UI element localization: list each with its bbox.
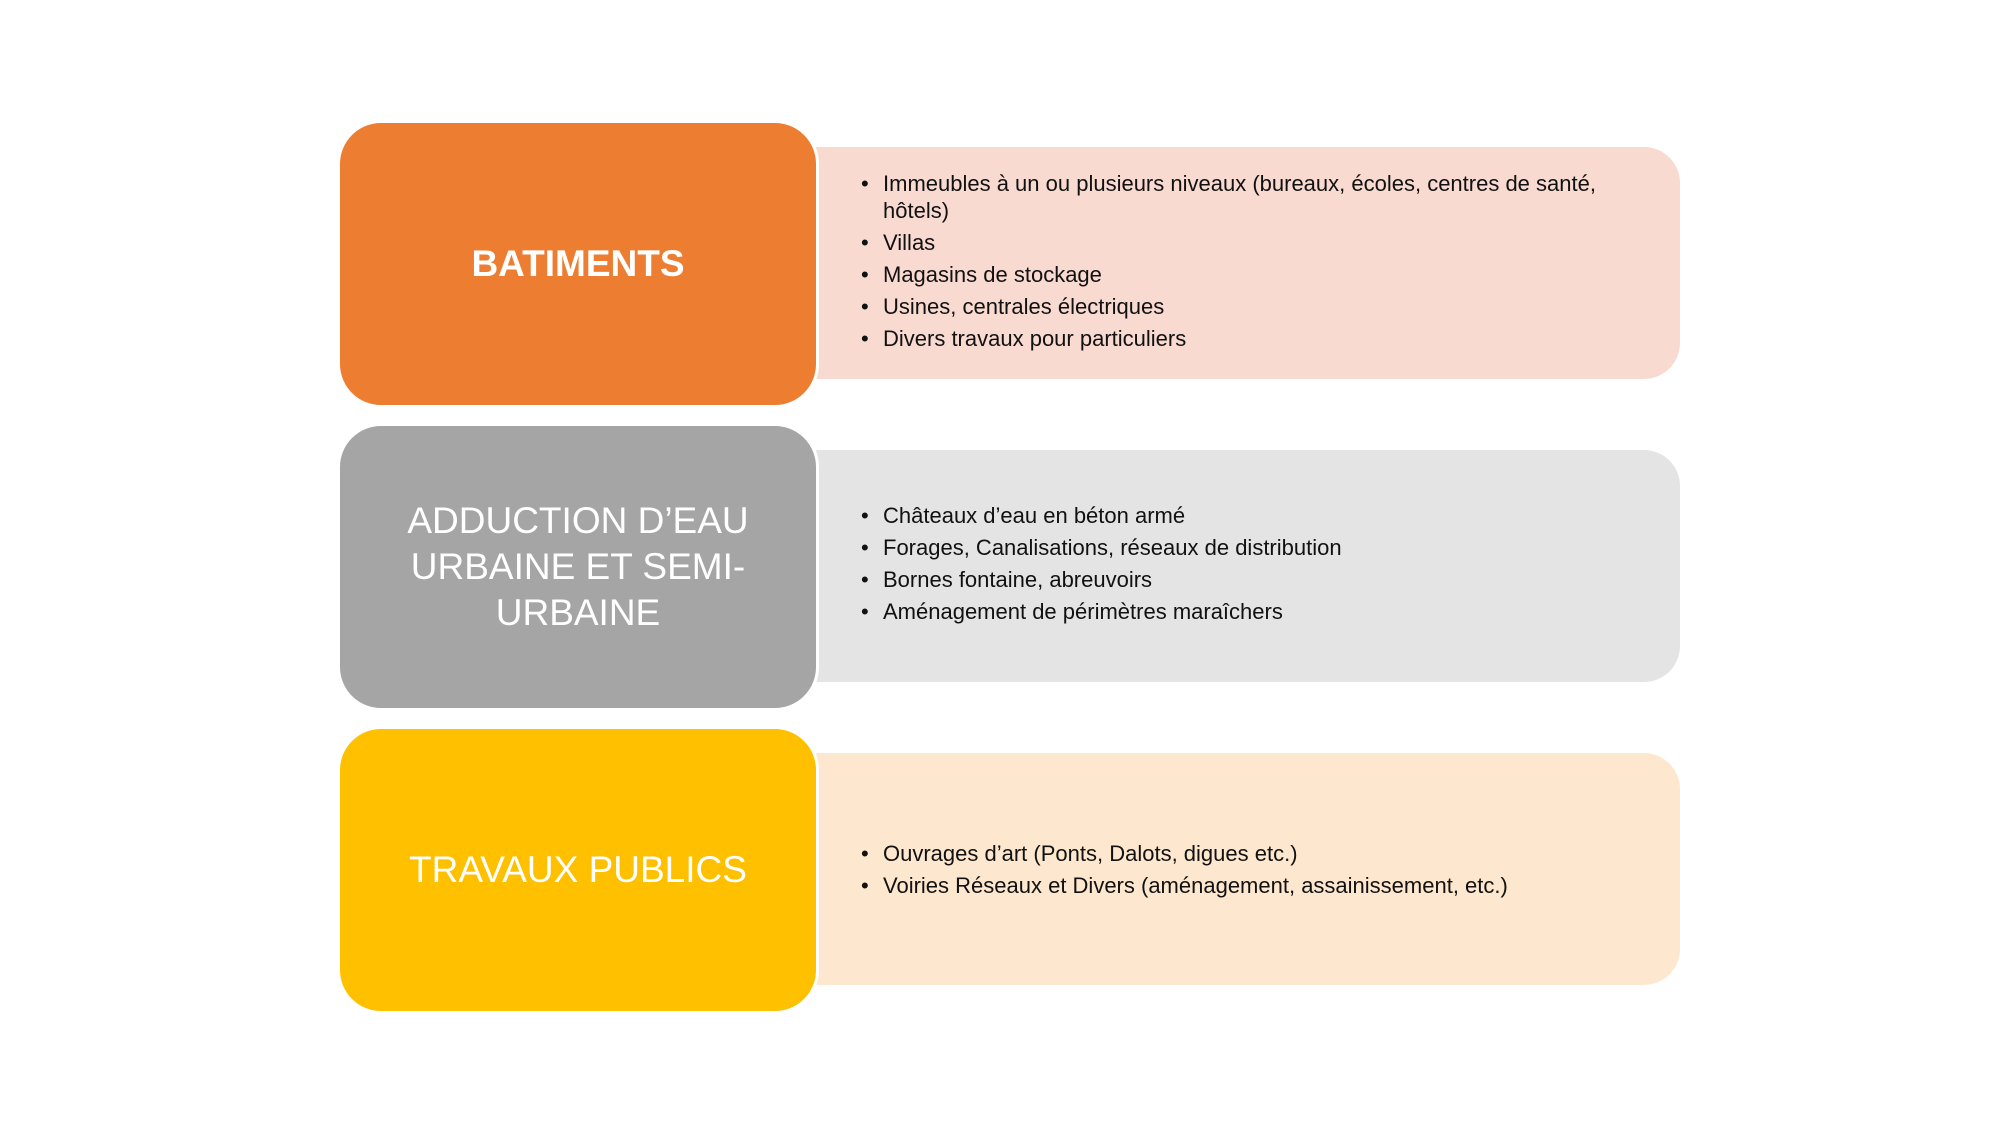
list-item: • Châteaux d’eau en béton armé: [861, 502, 1630, 529]
content-box-adduction-eau: [761, 450, 1680, 682]
category-label: TRAVAUX PUBLICS: [409, 849, 747, 890]
content-box-batiments: [761, 147, 1680, 379]
item-list: [861, 170, 1630, 357]
list-item: • Voiries Réseaux et Divers (aménagement, assainissement, etc.): [861, 872, 1630, 899]
list-item: • Divers travaux pour particuliers: [861, 325, 1630, 352]
label-box-adduction-eau: [337, 423, 819, 711]
content-box-travaux-publics: [761, 753, 1680, 985]
list-item: • Villas: [861, 229, 1630, 256]
category-label: ADDUCTION D’EAU URBAINE ET SEMI-URBAINE: [407, 500, 749, 633]
item-list: [861, 840, 1630, 904]
label-box-travaux-publics: [337, 726, 819, 1014]
category-label: BATIMENTS: [471, 243, 685, 284]
list-item: • Magasins de stockage: [861, 261, 1630, 288]
list-item: • Ouvrages d’art (Ponts, Dalots, digues etc.): [861, 840, 1630, 867]
label-box-batiments: [337, 120, 819, 408]
row-batiments: [337, 120, 1680, 408]
row-travaux-publics: [337, 726, 1680, 1014]
row-adduction-eau: [337, 423, 1680, 711]
item-list: [861, 502, 1630, 630]
list-item: • Aménagement de périmètres maraîchers: [861, 598, 1630, 625]
list-item: • Forages, Canalisations, réseaux de distribution: [861, 534, 1630, 561]
list-item: • Usines, centrales électriques: [861, 293, 1630, 320]
list-item: • Immeubles à un ou plusieurs niveaux (bureaux, écoles, centres de santé, hôtels): [861, 170, 1630, 224]
list-item: • Bornes fontaine, abreuvoirs: [861, 566, 1630, 593]
